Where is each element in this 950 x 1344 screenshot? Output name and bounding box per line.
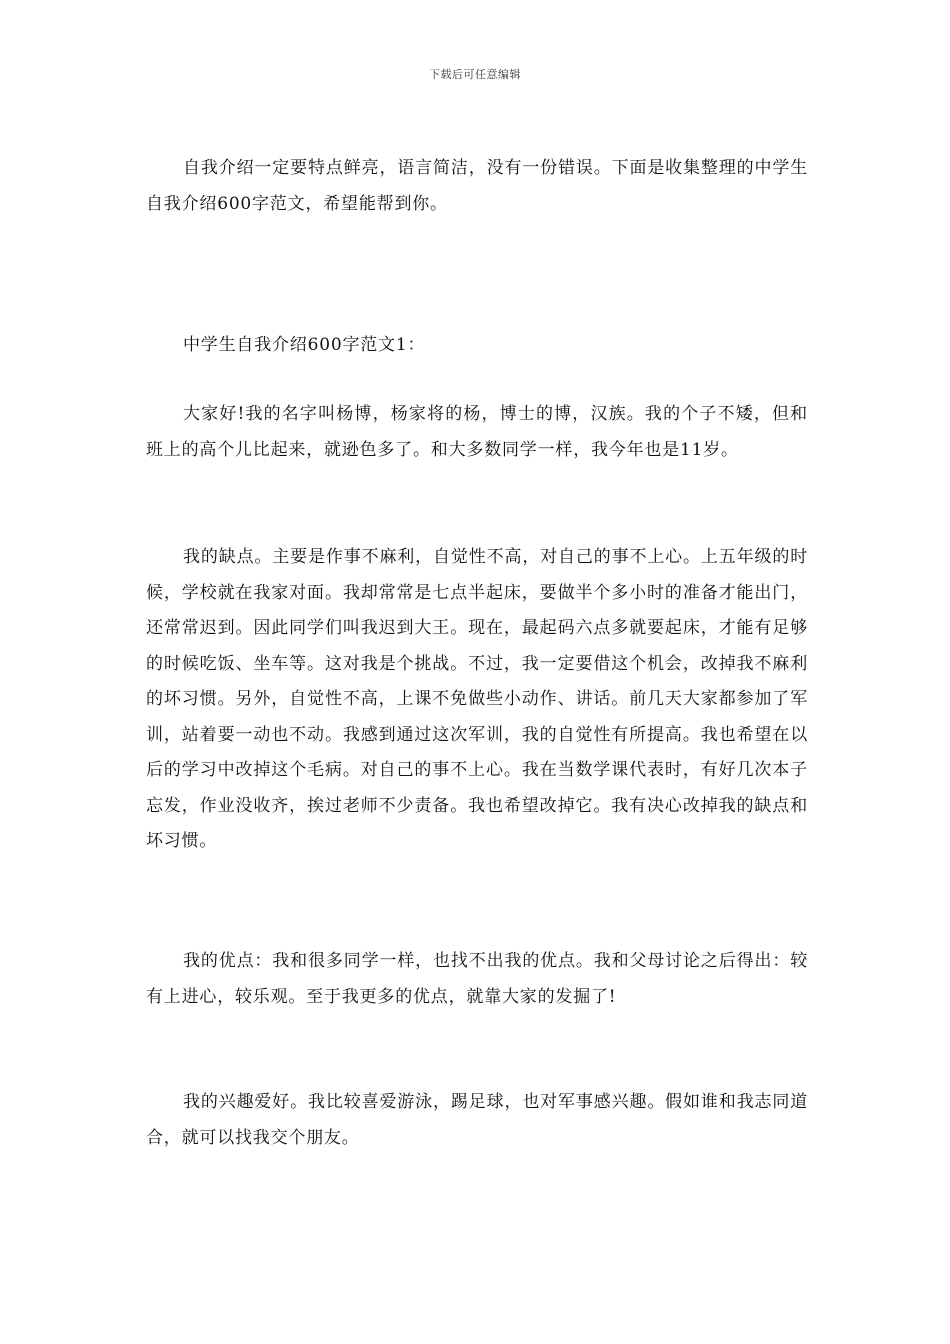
essay-heading: 中学生自我介绍600字范文1： <box>183 335 426 355</box>
greeting-paragraph: 大家好!我的名字叫杨博，杨家将的杨，博士的博，汉族。我的个子不矮，但和班上的高个儿比起来，就逊色多了。和大多数同学一样，我今年也是11岁。 <box>146 404 808 460</box>
weakness-paragraph: 我的缺点。主要是作事不麻利，自觉性不高，对自己的事不上心。上五年级的时候，学校就在我家对面。我却常常是七点半起床，要做半个多小时的准备才能出门，还常常迟到。因此同学们叫我迟到大王。现在，最起码六点多就要起床，才能有足够的时候吃饭、坐车等。这对我是个挑战。不过，我一定要借这个机会，改掉我不麻利的坏习惯。另外，自觉性不高，上课不免做些小动作、讲话。前几天大家都参加了军训，站着要一动也不动。我感到通过这次军训，我的自觉性有所提高。我也希望在以后的学习中改掉这个毛病。对自己的事不上心。我在当数学课代表时，有好几次本子忘发，作业没收齐，挨过老师不少责备。我也希望改掉它。我有决心改掉我的缺点和坏习惯。 <box>146 547 808 851</box>
intro-paragraph: 自我介绍一定要特点鲜亮，语言简洁，没有一份错误。下面是收集整理的中学生自我介绍600字范文，希望能帮到你。 <box>146 158 808 214</box>
header-note: 下载后可任意编辑 <box>429 68 521 81</box>
hobby-paragraph: 我的兴趣爱好。我比较喜爱游泳，踢足球，也对军事感兴趣。假如谁和我志同道合，就可以找我交个朋友。 <box>146 1092 808 1148</box>
strength-paragraph: 我的优点：我和很多同学一样，也找不出我的优点。我和父母讨论之后得出：较有上进心，较乐观。至于我更多的优点，就靠大家的发掘了! <box>146 951 808 1007</box>
